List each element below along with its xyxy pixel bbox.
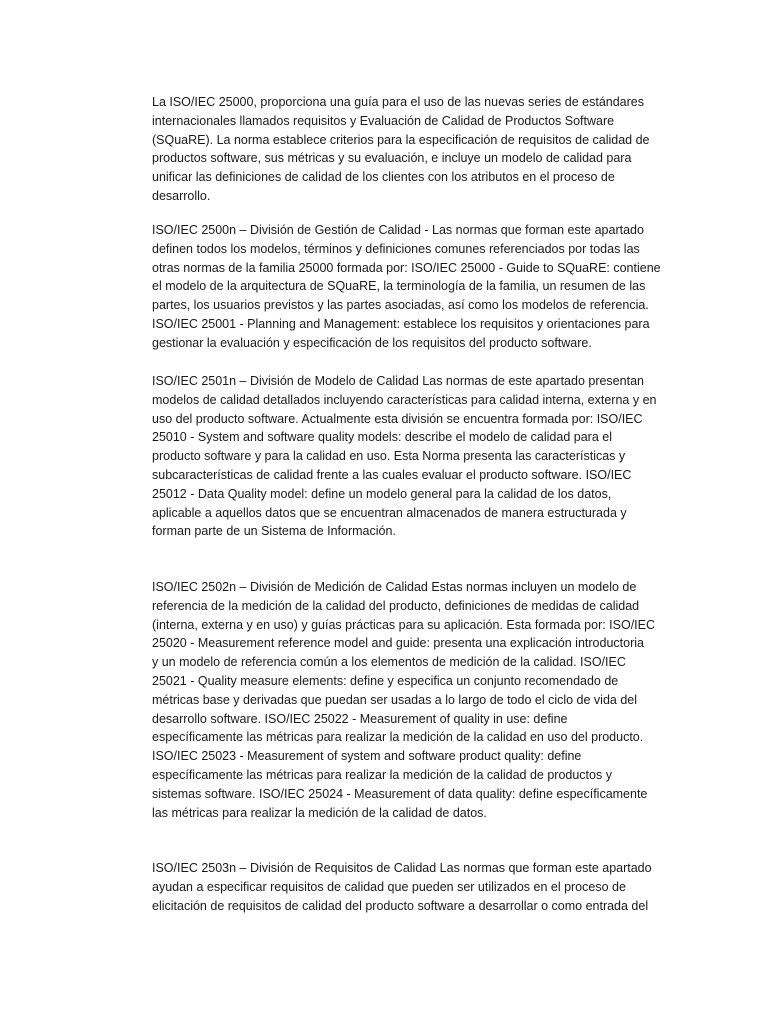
text-line: las métricas para realizar la medición de la calidad de datos. xyxy=(152,805,487,820)
text-line: definen todos los modelos, términos y definiciones comunes referenciados por todas las xyxy=(152,241,640,256)
text-line: referencia de la medición de la calidad del producto, definiciones de medidas de calidad xyxy=(152,598,640,613)
text-line: sistemas software. ISO/IEC 25024 - Measurement of data quality: define específicamente xyxy=(152,786,648,801)
text-line: el modelo de la arquitectura de SQuaRE, la terminología de la familia, un resumen de las xyxy=(152,279,646,294)
text-line: subcaracterísticas de calidad frente a las cuales evaluar el producto software. ISO/IEC xyxy=(152,467,632,482)
text-line: ISO/IEC 25023 - Measurement of system and software product quality: define xyxy=(152,749,582,764)
text-line: La ISO/IEC 25000, proporciona una guía para el uso de las nuevas series de estándares xyxy=(152,95,644,109)
text-line: partes, los usuarios previstos y las partes asociadas, así como los modelos de referencia. xyxy=(152,298,649,313)
paragraph-iso-25000-intro xyxy=(152,93,664,206)
text-line: 25012 - Data Quality model: define un modelo general para la calidad de los datos, xyxy=(152,486,612,501)
text-line: específicamente las métricas para realizar la medición de la calidad en uso del producto. xyxy=(152,730,644,745)
text-line: ISO/IEC 25001 - Planning and Management: establece los requisitos y orientaciones para xyxy=(152,316,650,331)
text-line: productos software, sus métricas y su evaluación, e incluye un modelo de calidad para xyxy=(152,151,632,166)
text-line: (SQuaRE). La norma establece criterios para la especificación de requisitos de calidad de xyxy=(152,132,650,147)
text-line: métricas base y derivadas que puedan ser usadas a lo largo de todo el ciclo de vida del xyxy=(152,692,638,707)
text-line: forman parte de un Sistema de Información. xyxy=(152,524,396,539)
text-line: otras normas de la familia 25000 formada por: ISO/IEC 25000 - Guide to SQuaRE: contiene xyxy=(152,260,661,275)
text-line: ISO/IEC 2500n – División de Gestión de Calidad - Las normas que forman este apartado xyxy=(152,223,644,237)
text-line: modelos de calidad detallados incluyendo características para calidad interna, externa y en xyxy=(152,392,657,407)
text-line: gestionar la evaluación y especificación de los requisitos del producto software. xyxy=(152,335,592,350)
text-line: desarrollo software. ISO/IEC 25022 - Measurement of quality in use: define xyxy=(152,711,568,726)
text-line: ISO/IEC 2503n – División de Requisitos de Calidad Las normas que forman este apartado xyxy=(152,861,652,875)
text-line: 25020 - Measurement reference model and guide: presenta una explicación introductoria xyxy=(152,636,644,651)
paragraph-iso-2503n xyxy=(152,859,664,915)
text-line: ISO/IEC 2502n – División de Medición de Calidad Estas normas incluyen un modelo de xyxy=(152,580,637,594)
text-line: aplicable a aquellos datos que se encuentran almacenados de manera estructurada y xyxy=(152,505,627,520)
text-line: (interna, externa y en uso) y guías prácticas para su aplicación. Esta formada por: ISO/IEC xyxy=(152,617,656,632)
text-line: 25021 - Quality measure elements: define y especifica un conjunto recomendado de xyxy=(152,673,619,688)
text-line: y un modelo de referencia común a los elementos de medición de la calidad. ISO/IEC xyxy=(152,655,626,670)
paragraph-iso-2501n xyxy=(152,372,664,541)
text-line: internacionales llamados requisitos y Evaluación de Calidad de Productos Software xyxy=(152,113,615,128)
text-line: específicamente las métricas para realizar la medición de la calidad de productos y xyxy=(152,767,612,782)
text-line: producto software y para la calidad en uso. Esta Norma presenta las características y xyxy=(152,449,626,464)
text-line: 25010 - System and software quality models: describe el modelo de calidad para el xyxy=(152,430,612,445)
paragraph-iso-2502n xyxy=(152,578,664,822)
text-line: unificar las definiciones de calidad de los clientes con los atributos en el proceso de xyxy=(152,170,615,185)
text-line: ISO/IEC 2501n – División de Modelo de Calidad Las normas de este apartado presentan xyxy=(152,374,644,388)
text-line: uso del producto software. Actualmente esta división se encuentra formada por: ISO/IEC xyxy=(152,411,643,426)
text-line: elicitación de requisitos de calidad del producto software a desarrollar o como entrada del xyxy=(152,898,649,913)
text-line: ayudan a especificar requisitos de calidad que pueden ser utilizados en el proceso de xyxy=(152,879,626,894)
paragraph-iso-2500n xyxy=(152,221,664,353)
text-line: desarrollo. xyxy=(152,188,211,203)
